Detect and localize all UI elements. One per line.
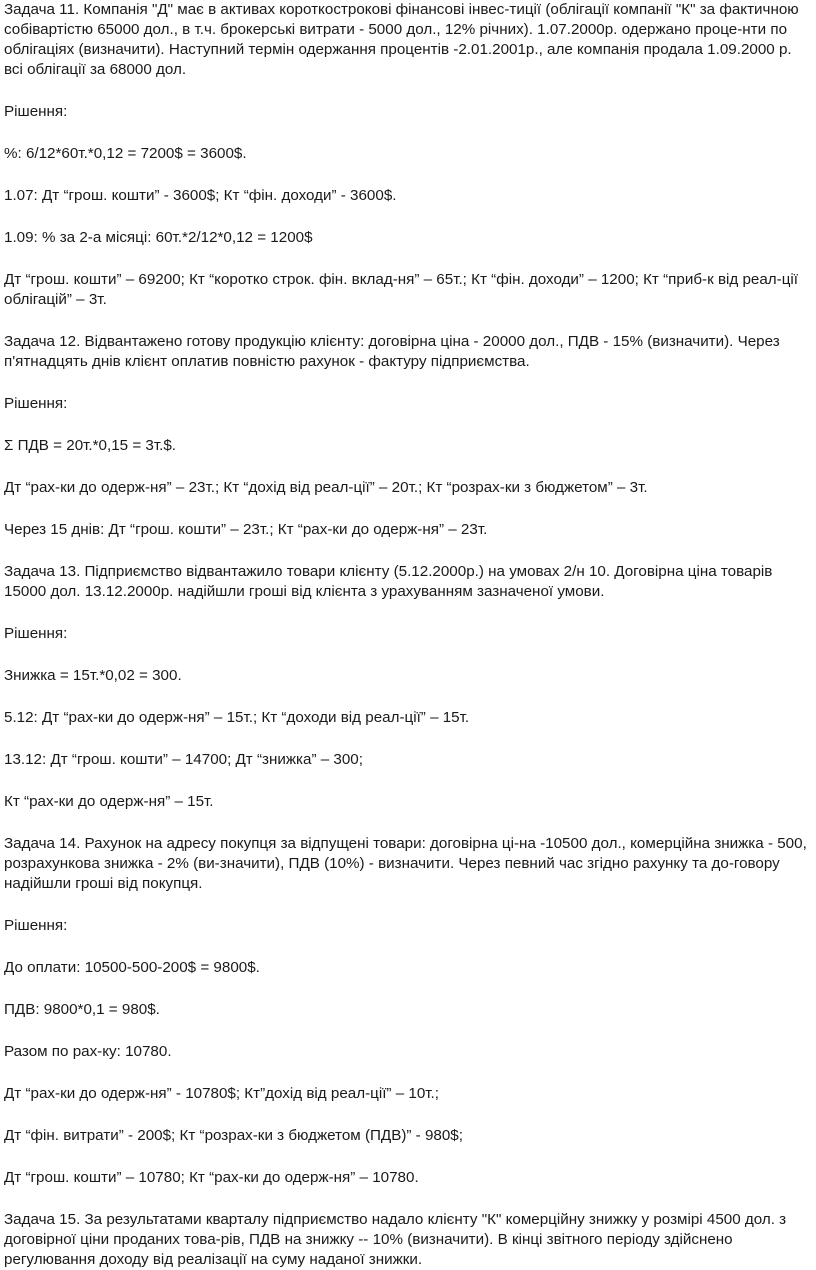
task-13-text: Задача 13. Підприємство відвантажило товари клієнту (5.12.2000р.) на умовах 2/н 10. Договірна ціна товарів 15000 дол. 13.12.2000р. надійшли гроші від клієнта з урахуванням зазначеної умови.: [4, 563, 773, 600]
solution-line: 1.07: Дт “грош. кошти” - 3600$; Кт “фін. доходи” - 3600$.: [4, 187, 397, 204]
solution-line: Дт “фін. витрати” - 200$; Кт “розрах-ки з бюджетом (ПДВ)” - 980$;: [4, 1127, 463, 1144]
solution-line: Через 15 днів: Дт “грош. кошти” – 23т.; Кт “рах-ки до одерж-ня” – 23т.: [4, 521, 488, 538]
solution-line: ПДВ: 9800*0,1 = 980$.: [4, 1001, 160, 1018]
solution-line: Дт “грош. кошти” – 10780; Кт “рах-ки до одерж-ня” – 10780.: [4, 1169, 419, 1186]
solution-heading: Рішення:: [4, 917, 68, 934]
task-15-text: Задача 15. За результатами кварталу підприємство надало клієнту "К" комерційну знижку у розмірі 4500 дол. з договірної ціни проданих това-рів, ПДВ на знижку -- 10% (визначити). В кінці звітного періоду здійснено регулювання доходу від реалізації на суму наданої знижки.: [4, 1211, 787, 1268]
solution-line: 5.12: Дт “рах-ки до одерж-ня” – 15т.; Кт “доходи від реал-ції” – 15т.: [4, 709, 470, 726]
solution-heading: Рішення:: [4, 103, 68, 120]
solution-line: %: 6/12*60т.*0,12 = 7200$ = 3600$.: [4, 145, 247, 162]
solution-line: Кт “рах-ки до одерж-ня” – 15т.: [4, 793, 214, 810]
solution-heading: Рішення:: [4, 625, 68, 642]
solution-line: 1.09: % за 2-а місяці: 60т.*2/12*0,12 = 1200$: [4, 229, 313, 246]
solution-line: 13.12: Дт “грош. кошти” – 14700; Дт “знижка” – 300;: [4, 751, 363, 768]
solution-line: Дт “рах-ки до одерж-ня” – 23т.; Кт “дохід від реал-ції” – 20т.; Кт “розрах-ки з бюджетом” – 3т.: [4, 479, 648, 496]
solution-line: До оплати: 10500-500-200$ = 9800$.: [4, 959, 260, 976]
solution-line: Дт “грош. кошти” – 69200; Кт “коротко строк. фін. вклад-ня” – 65т.; Кт “фін. доходи” – 1200; Кт “приб-к від реал-ції облігацій” – 3т.: [4, 271, 799, 308]
solution-line: Разом по рах-ку: 10780.: [4, 1043, 172, 1060]
task-12-text: Задача 12. Відвантажено готову продукцію клієнту: договірна ціна - 20000 дол., ПДВ - 15% (визначити). Через п'ятнадцять днів клієнт оплатив повністю рахунок - фактуру підприємства.: [4, 333, 780, 370]
solution-line: Знижка = 15т.*0,02 = 300.: [4, 667, 182, 684]
task-11-text: Задача 11. Компанія "Д" має в активах короткострокові фінансові інвес-тиції (облігації компанії "К" за фактичною собівартістю 65000 дол., в т.ч. брокерські витрати - 5000 дол., 12% річних). 1.07.2000р. одержано проце-нти по облігаціях (визначити). Наступний термін одержання процентів -2.01.2001р., але компанія продала 1.09.2000 р. всі облігації за 68000 дол.: [4, 1, 799, 78]
solution-heading: Рішення:: [4, 395, 68, 412]
solution-line: Дт “рах-ки до одерж-ня” - 10780$; Кт”дохід від реал-ції” – 10т.;: [4, 1085, 439, 1102]
task-14-text: Задача 14. Рахунок на адресу покупця за відпущені товари: договірна ці-на -10500 дол., комерційна знижка - 500, розрахункова знижка - 2% (ви-значити), ПДВ (10%) - визначити. Через певний час згідно рахунку та до-говору надійшли гроші від покупця.: [4, 835, 807, 892]
solution-line: Σ ПДВ = 20т.*0,15 = 3т.$.: [4, 437, 177, 454]
